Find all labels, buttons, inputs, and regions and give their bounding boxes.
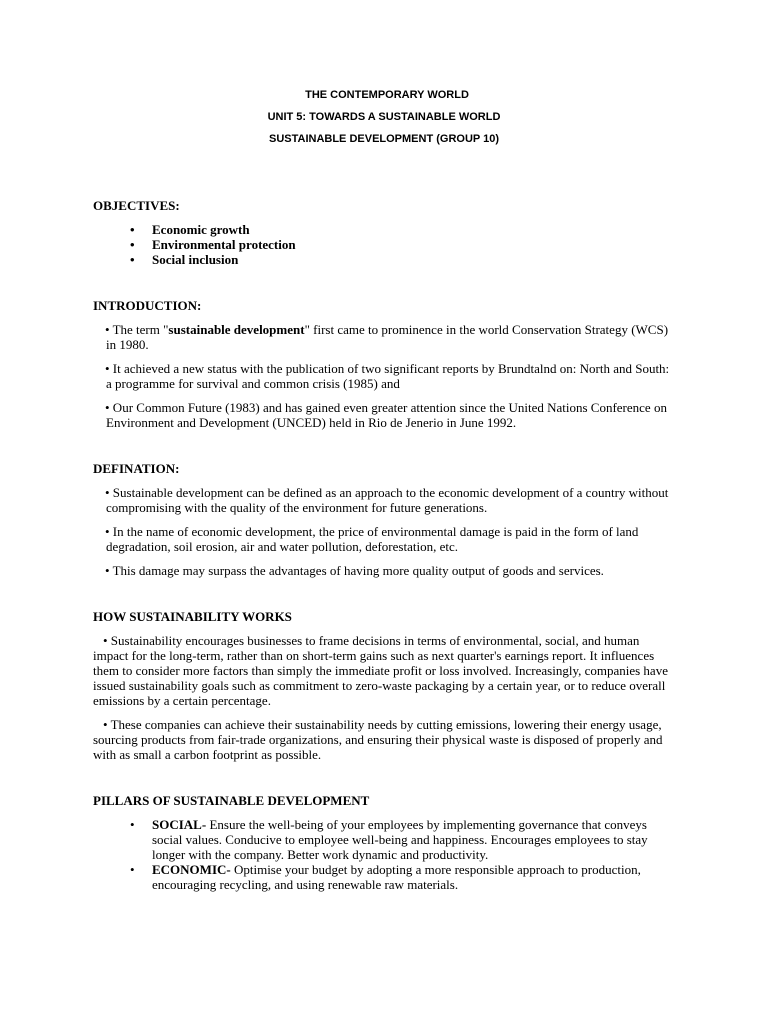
objectives-heading: OBJECTIVES:: [93, 198, 180, 213]
definition-paragraph-2: • In the name of economic development, the price of environmental damage is paid in the form of land degradation, soil erosion, air and water pollution, deforestation, etc.: [105, 524, 639, 554]
group-title: SUSTAINABLE DEVELOPMENT (GROUP 10): [268, 133, 499, 145]
social-text: Ensure the well-being of your employees by implementing governance that conveys social values. Conducive to employee well-being and happiness. Encourages employees to stay longer with the company. Better work dynamic and productivity.: [152, 817, 648, 862]
intro-paragraph-2: • It achieved a new status with the publication of two significant reports by Brundtalnd on: North and South: a programme for survival and common crisis (1985) and: [105, 361, 670, 391]
list-item: • Economic growth: [152, 222, 675, 237]
list-item: [152, 817, 675, 862]
intro-p1-start: • The term ": [105, 322, 169, 337]
introduction-heading: INTRODUCTION:: [93, 298, 202, 313]
list-item: • Environmental protection: [152, 237, 675, 252]
definition-paragraph-1: • Sustainable development can be defined as an approach to the economic development of a country without compromising with the quality of the environment for future generations.: [105, 485, 669, 515]
intro-paragraph-3: • Our Common Future (1983) and has gained even greater attention since the United Nations Conference on Environment and Development (UNCED) held in Rio de Jenerio in June 1992.: [105, 400, 667, 430]
how-paragraph-1: • Sustainability encourages businesses to frame decisions in terms of environmental, social, and human impact for the long-term, rather than on short-term gains such as next quarter's earnings report. It influences them to consider more factors than simply the immediate profit or loss involved. Increasingly, companies have issued sustainability goals such as commitment to zero-waste packaging by a certain year, or to reduce overall emissions by a certain percentage.: [93, 633, 668, 708]
pillars-section: [93, 793, 675, 892]
pillars-list: [93, 817, 675, 892]
course-title: THE CONTEMPORARY WORLD: [305, 89, 469, 101]
unit-title: UNIT 5: TOWARDS A SUSTAINABLE WORLD: [267, 111, 501, 123]
objectives-list: [93, 222, 675, 267]
pillars-heading: PILLARS OF SUSTAINABLE DEVELOPMENT: [93, 793, 370, 808]
economic-label: ECONOMIC-: [152, 862, 231, 877]
how-section: [93, 609, 675, 762]
objectives-section: [93, 198, 675, 267]
economic-text: Optimise your budget by adopting a more responsible approach to production, encouraging recycling, and using renewable raw materials.: [152, 862, 641, 892]
intro-p1-term: sustainable development: [168, 322, 305, 337]
intro-paragraph-1: [106, 322, 675, 352]
definition-section: [93, 461, 675, 578]
social-label: SOCIAL-: [152, 817, 207, 832]
intro-p1-end: " first came to prominence in the world Conservation Strategy (WCS) in 1980.: [106, 322, 669, 352]
definition-paragraph-3: • This damage may surpass the advantages of having more quality output of goods and services.: [105, 563, 604, 578]
list-item: [152, 862, 675, 892]
how-paragraph-2: • These companies can achieve their sustainability needs by cutting emissions, lowering their energy usage, sourcing products from fair-trade organizations, and ensuring their physical waste is disposed of properly and with as small a carbon footprint as possible.: [93, 717, 663, 762]
list-item: • Social inclusion: [152, 252, 675, 267]
title-block: [93, 88, 675, 154]
how-heading: HOW SUSTAINABILITY WORKS: [93, 609, 292, 624]
definition-heading: DEFINATION:: [93, 461, 180, 476]
introduction-section: [93, 298, 675, 430]
